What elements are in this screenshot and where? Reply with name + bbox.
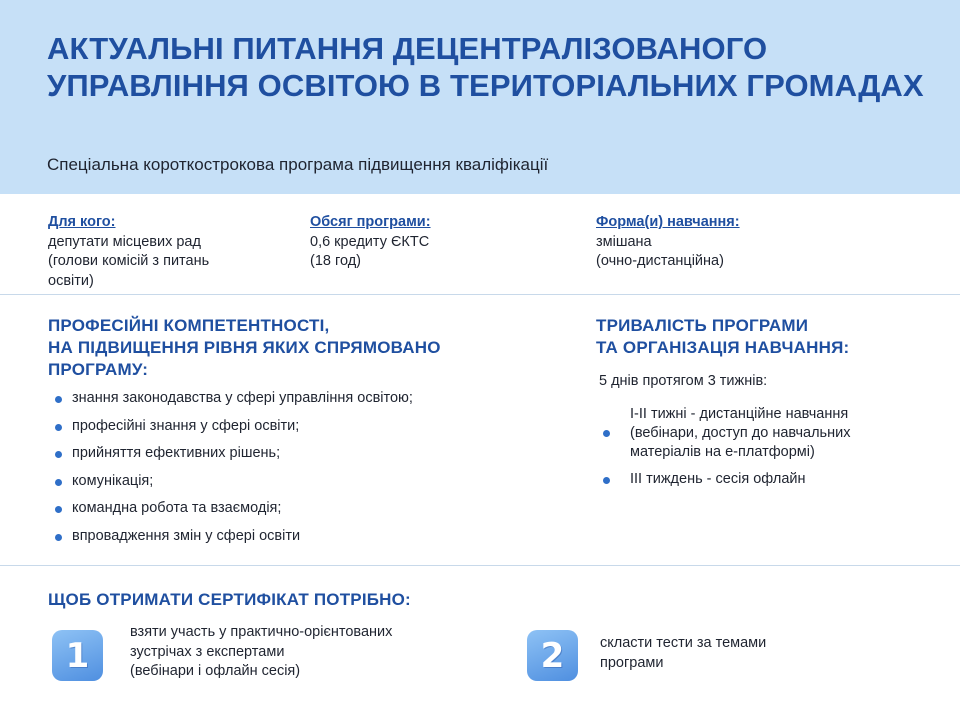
step-2-text: скласти тести за темами програми (600, 635, 767, 671)
divider-top (0, 294, 960, 295)
bullet-dot (55, 479, 62, 486)
list-item: командна робота та взаємодія; (52, 499, 552, 518)
list-item: комунікація; (52, 472, 552, 491)
page-subtitle: Спеціальна короткострокова програма підвищення кваліфікації (47, 155, 549, 174)
info-volume-label: Обсяг програми: (310, 214, 431, 230)
info-volume (310, 213, 550, 272)
bullet-dot (603, 430, 610, 437)
list-item: професійні знання у сфері освіти; (52, 417, 552, 436)
info-format-label: Форма(и) навчання: (596, 214, 740, 230)
bullet-dot (55, 451, 62, 458)
competencies-list (52, 389, 552, 546)
divider-bottom (0, 565, 960, 566)
bullet-dot (55, 424, 62, 431)
step-1-badge (52, 630, 103, 681)
certificate-title: ЩОБ ОТРИМАТИ СЕРТИФІКАТ ПОТРІБНО: (48, 590, 411, 609)
info-audience-label: Для кого: (48, 214, 116, 230)
info-volume-value: 0,6 кредиту ЄКТС (18 год) (310, 233, 430, 269)
duration-title: ТРИВАЛІСТЬ ПРОГРАМИ ТА ОРГАНІЗАЦІЯ НАВЧАННЯ: (596, 316, 850, 357)
page-title: АКТУАЛЬНІ ПИТАННЯ ДЕЦЕНТРАЛІЗОВАНОГО УПРАВЛІННЯ ОСВІТОЮ В ТЕРИТОРІАЛЬНИХ ГРОМАДАХ (47, 31, 924, 103)
duration-intro: 5 днів протягом 3 тижнів: (599, 373, 768, 389)
bullet-dot (55, 506, 62, 513)
info-format (596, 213, 836, 272)
step-2-number: 2 (540, 635, 565, 676)
bullet-dot (603, 477, 610, 484)
header-banner (0, 0, 960, 194)
list-item: I-II тижні - дистанційне навчання (вебінари, доступ до навчальних матеріалів на е-платформі) (600, 405, 940, 462)
bullet-dot (55, 396, 62, 403)
list-item: прийняття ефективних рішень; (52, 444, 552, 463)
info-format-value: змішана (очно-дистанційна) (596, 233, 724, 269)
bullet-dot (55, 534, 62, 541)
list-item: III тиждень - сесія офлайн (600, 470, 940, 489)
list-item: знання законодавства у сфері управління освітою; (52, 389, 552, 408)
info-audience-value: депутати місцевих рад (голови комісій з питань освіти) (48, 233, 210, 289)
step-1-text: взяти участь у практично-орієнтованих зустрічах з експертами (вебінари і офлайн сесія) (130, 624, 393, 679)
step-2-badge (527, 630, 578, 681)
competencies-title: ПРОФЕСІЙНІ КОМПЕТЕНТНОСТІ, НА ПІДВИЩЕННЯ РІВНЯ ЯКИХ СПРЯМОВАНО ПРОГРАМУ: (48, 316, 441, 379)
step-1-number: 1 (65, 635, 90, 676)
list-item: впровадження змін у сфері освіти (52, 527, 552, 546)
duration-list (600, 405, 940, 489)
info-audience (48, 213, 288, 291)
